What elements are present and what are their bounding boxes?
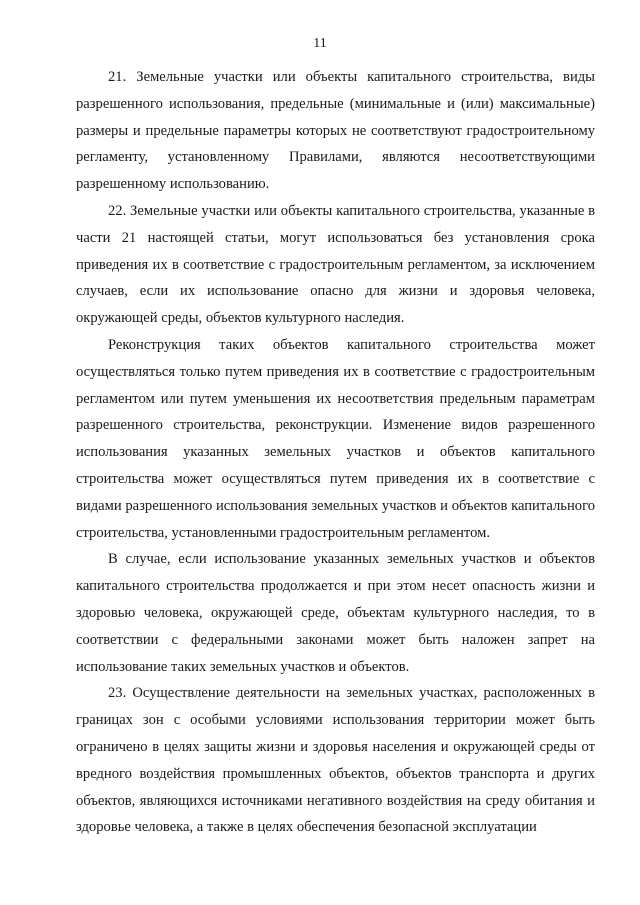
page-number: 11 (313, 36, 327, 51)
paragraph-reconstruction: Реконструкция таких объектов капитального строительства может осуществляться только путем приведения их в соответствие с градостроительным регламентом или путем уменьшения их несоответствия предельным параметрам разрешенного строительства, реконструкции. Изменение видов разрешенного использования указанных земельных участков и объектов капитального строительства может осуществляться путем приведения их в соответствие с видами разрешенного использования земельных участков и объектов капитального строительства, установленными градостроительным регламентом. (76, 336, 595, 541)
paragraph-prohibition: В случае, если использование указанных земельных участков и объектов капитального строительства продолжается и при этом несет опасность жизни и здоровью человека, окружающей среде, объектам культурного наследия, то в соответствии с федеральными законами может быть наложен запрет на использование таких земельных участков и объектов. (76, 551, 595, 675)
paragraph-22: 22. Земельные участки или объекты капитального строительства, указанные в части 21 настоящей статьи, могут использоваться без установления срока приведения их в соответствие с градостроительным регламентом, за исключением случаев, если их использование опасно для жизни и здоровья человека, окружающей среды, объектов культурного наследия. (76, 202, 595, 327)
paragraph-21: 21. Земельные участки или объекты капитального строительства, виды разрешенного использования, предельные (минимальные и (или) максимальные) размеры и предельные параметры которых не соответствуют градостроительному регламенту, установленному Правилами, являются несоответствующими разрешенному использованию. (76, 69, 595, 193)
document-body (76, 64, 595, 841)
paragraph-23: 23. Осуществление деятельности на земельных участках, расположенных в границах зон с особыми условиями использования территории может быть ограничено в целях защиты жизни и здоровья населения и окружающей среды от вредного воздействия промышленных объектов, объектов транспорта и других объектов, являющихся источниками негативного воздействия на среду обитания и здоровье человека, а также в целях обеспечения безопасной эксплуатации (76, 685, 595, 836)
